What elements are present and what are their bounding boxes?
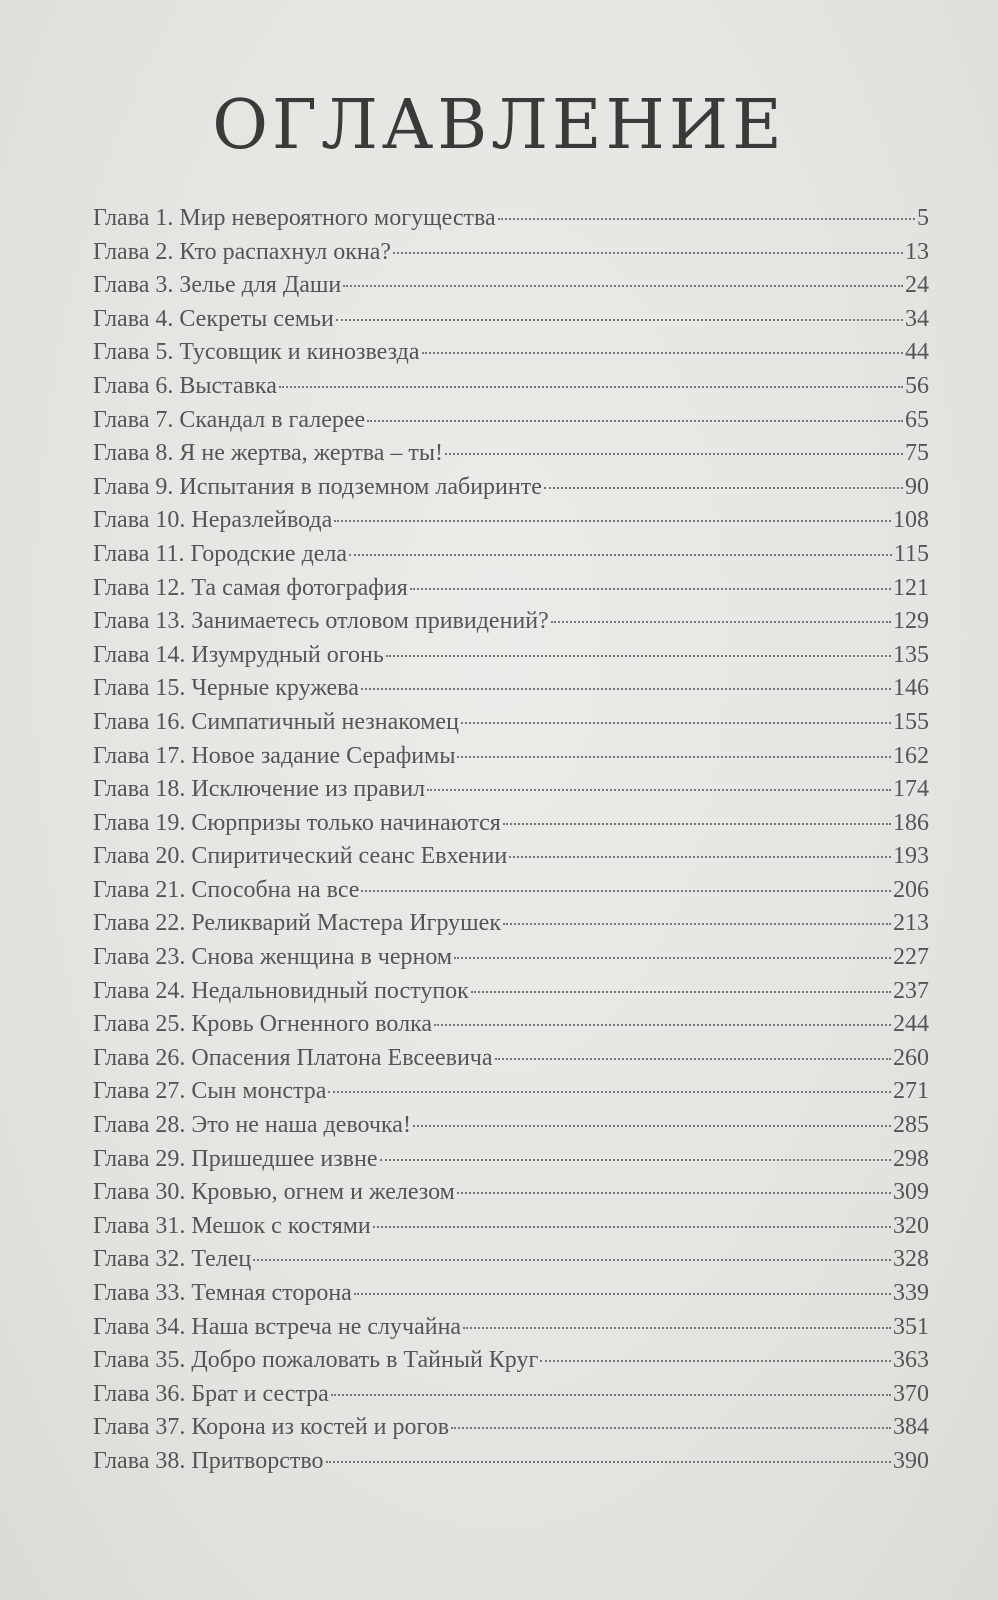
toc-entry	[93, 944, 929, 978]
toc-entry-page-number: 5	[917, 205, 929, 231]
toc-entry	[93, 1179, 929, 1213]
dot-leader	[343, 285, 903, 287]
dot-leader	[457, 756, 891, 758]
dot-leader	[498, 218, 915, 220]
toc-entry-label: Глава 36. Брат и сестра	[93, 1380, 329, 1407]
toc-entry-page-number: 44	[905, 339, 929, 366]
toc-entry-label: Глава 29. Пришедшее извне	[93, 1145, 378, 1172]
toc-entry	[93, 910, 929, 944]
toc-entry	[93, 1414, 929, 1448]
toc-entry	[93, 575, 929, 609]
toc-entry-label: Глава 1. Мир невероятного могущества	[93, 205, 496, 231]
toc-entry-label: Глава 12. Та самая фотография	[93, 574, 408, 601]
toc-entry	[93, 407, 929, 441]
dot-leader	[551, 621, 891, 623]
toc-entry	[93, 1011, 929, 1045]
toc-entry-page-number: 363	[893, 1347, 929, 1374]
toc-entry-label: Глава 34. Наша встреча не случайна	[93, 1313, 462, 1340]
toc-entry-page-number: 162	[893, 742, 929, 769]
toc-entry-label: Глава 22. Реликварий Мастера Игрушек	[93, 910, 501, 937]
toc-entry-page-number: 227	[893, 944, 929, 971]
toc-entry	[93, 1146, 929, 1180]
toc-entry	[93, 239, 929, 273]
dot-leader	[331, 1394, 891, 1396]
table-of-contents	[93, 205, 929, 1482]
toc-entry-page-number: 237	[893, 977, 929, 1004]
toc-entry-label: Глава 28. Это не наша девочка!	[93, 1112, 411, 1139]
toc-entry-page-number: 384	[893, 1414, 929, 1441]
dot-leader	[354, 1293, 891, 1295]
toc-entry-page-number: 13	[905, 238, 929, 265]
toc-entry-page-number: 260	[893, 1044, 929, 1071]
toc-entry-label: Глава 11. Городские дела	[93, 540, 348, 567]
toc-entry-page-number: 328	[893, 1246, 929, 1273]
dot-leader	[349, 554, 892, 556]
dot-leader	[326, 1461, 891, 1463]
toc-entry-page-number: 285	[893, 1112, 929, 1139]
toc-entry	[93, 373, 929, 407]
toc-entry	[93, 1246, 929, 1280]
toc-entry-label: Глава 21. Способна на все	[93, 876, 360, 903]
toc-entry-label: Глава 30. Кровью, огнем и железом	[93, 1179, 455, 1206]
toc-entry-label: Глава 9. Испытания в подземном лабиринте	[93, 473, 542, 500]
toc-entry-page-number: 65	[905, 406, 929, 433]
toc-entry-page-number: 390	[893, 1447, 929, 1474]
toc-entry-page-number: 129	[893, 608, 929, 635]
dot-leader	[461, 722, 891, 724]
dot-leader	[386, 655, 891, 657]
toc-entry-label: Глава 14. Изумрудный огонь	[93, 641, 384, 668]
toc-entry-page-number: 56	[905, 372, 929, 399]
toc-entry	[93, 1045, 929, 1079]
toc-entry-label: Глава 25. Кровь Огненного волка	[93, 1011, 433, 1038]
toc-entry	[93, 1347, 929, 1381]
toc-entry-page-number: 90	[905, 473, 929, 500]
dot-leader	[328, 1091, 891, 1093]
dot-leader	[503, 923, 891, 925]
toc-entry-page-number: 193	[893, 843, 929, 870]
toc-entry	[93, 474, 929, 508]
toc-entry-label: Глава 17. Новое задание Серафимы	[93, 742, 456, 769]
toc-entry-page-number: 146	[893, 675, 929, 702]
toc-entry	[93, 272, 929, 306]
toc-entry-page-number: 339	[893, 1280, 929, 1306]
toc-entry	[93, 507, 929, 541]
toc-entry	[93, 1381, 929, 1415]
dot-leader	[361, 688, 891, 690]
toc-entry-label: Глава 2. Кто распахнул окна?	[93, 238, 392, 265]
toc-entry	[93, 608, 929, 642]
toc-entry-label: Глава 20. Спиритический сеанс Евхении	[93, 843, 508, 870]
toc-entry	[93, 1213, 929, 1247]
toc-entry-page-number: 121	[893, 574, 929, 601]
toc-entry-label: Глава 18. Исключение из правил	[93, 776, 426, 803]
toc-entry	[93, 1078, 929, 1112]
toc-entry	[93, 541, 929, 575]
toc-entry-label: Глава 31. Мешок с костями	[93, 1212, 371, 1239]
toc-entry	[93, 1448, 929, 1482]
dot-leader	[463, 1327, 891, 1329]
toc-entry	[93, 205, 929, 239]
toc-entry	[93, 743, 929, 777]
toc-entry-label: Глава 5. Тусовщик и кинозвезда	[93, 339, 420, 366]
dot-leader	[540, 1360, 891, 1362]
toc-entry	[93, 306, 929, 340]
toc-entry-page-number: 75	[905, 440, 929, 467]
toc-entry-label: Глава 26. Опасения Платона Евсеевича	[93, 1044, 493, 1071]
dot-leader	[410, 588, 891, 590]
dot-leader	[253, 1259, 891, 1261]
toc-entry	[93, 1280, 929, 1314]
toc-entry-page-number: 320	[893, 1212, 929, 1239]
toc-entry-page-number: 24	[905, 272, 929, 299]
toc-entry-page-number: 34	[905, 305, 929, 332]
toc-entry	[93, 642, 929, 676]
toc-entry-label: Глава 8. Я не жертва, жертва – ты!	[93, 440, 443, 467]
toc-entry-label: Глава 32. Телец	[93, 1246, 252, 1273]
page-title: ОГЛАВЛЕНИЕ	[212, 86, 786, 165]
toc-entry-label: Глава 33. Темная сторона	[93, 1280, 352, 1306]
dot-leader	[367, 420, 903, 422]
dot-leader	[373, 1226, 891, 1228]
dot-leader	[544, 487, 903, 489]
toc-entry-page-number: 213	[893, 910, 929, 937]
dot-leader	[334, 520, 891, 522]
toc-entry-label: Глава 7. Скандал в галерее	[93, 406, 366, 433]
toc-entry-label: Глава 13. Занимаетесь отловом привидений?	[93, 608, 549, 635]
toc-entry-page-number: 298	[893, 1145, 929, 1172]
dot-leader	[509, 856, 891, 858]
toc-entry-label: Глава 6. Выставка	[93, 372, 277, 399]
toc-entry	[93, 339, 929, 373]
dot-leader	[457, 1192, 891, 1194]
dot-leader	[422, 352, 903, 354]
dot-leader	[451, 1427, 891, 1429]
dot-leader	[471, 991, 891, 993]
toc-entry	[93, 440, 929, 474]
dot-leader	[503, 823, 891, 825]
toc-entry-page-number: 174	[893, 776, 929, 803]
toc-entry	[93, 810, 929, 844]
toc-entry-label: Глава 4. Секреты семьи	[93, 305, 334, 332]
toc-entry-page-number: 244	[893, 1011, 929, 1038]
toc-entry-page-number: 108	[893, 507, 929, 534]
toc-entry	[93, 675, 929, 709]
toc-entry	[93, 877, 929, 911]
dot-leader	[427, 789, 891, 791]
dot-leader	[495, 1058, 891, 1060]
dot-leader	[413, 1125, 891, 1127]
toc-entry-label: Глава 16. Симпатичный незнакомец	[93, 708, 459, 735]
toc-entry-label: Глава 15. Черные кружева	[93, 675, 359, 702]
toc-entry	[93, 1314, 929, 1348]
toc-entry-label: Глава 38. Притворство	[93, 1447, 324, 1474]
toc-entry-page-number: 309	[893, 1179, 929, 1206]
toc-entry-label: Глава 23. Снова женщина в черном	[93, 944, 453, 971]
dot-leader	[380, 1159, 891, 1161]
toc-entry-label: Глава 19. Сюрпризы только начинаются	[93, 809, 501, 836]
dot-leader	[445, 453, 903, 455]
dot-leader	[393, 252, 903, 254]
toc-entry-page-number: 135	[893, 641, 929, 668]
toc-entry-label: Глава 10. Неразлейвода	[93, 507, 333, 534]
toc-entry-label: Глава 3. Зелье для Даши	[93, 272, 342, 299]
toc-entry-page-number: 351	[893, 1313, 929, 1340]
toc-entry	[93, 843, 929, 877]
toc-entry-page-number: 155	[893, 708, 929, 735]
toc-entry-label: Глава 24. Недальновидный поступок	[93, 977, 469, 1004]
toc-entry-label: Глава 37. Корона из костей и рогов	[93, 1414, 450, 1441]
dot-leader	[279, 386, 903, 388]
toc-entry-page-number: 206	[893, 876, 929, 903]
toc-entry	[93, 776, 929, 810]
toc-entry	[93, 1112, 929, 1146]
toc-entry-label: Глава 35. Добро пожаловать в Тайный Круг	[93, 1347, 539, 1374]
dot-leader	[434, 1024, 891, 1026]
toc-entry-page-number: 186	[893, 809, 929, 836]
dot-leader	[336, 319, 903, 321]
toc-entry	[93, 978, 929, 1012]
toc-entry-page-number: 115	[893, 540, 929, 567]
dot-leader	[454, 957, 891, 959]
dot-leader	[361, 890, 891, 892]
toc-entry-label: Глава 27. Сын монстра	[93, 1078, 327, 1105]
toc-entry-page-number: 271	[893, 1078, 929, 1105]
toc-entry-page-number: 370	[893, 1380, 929, 1407]
toc-entry	[93, 709, 929, 743]
